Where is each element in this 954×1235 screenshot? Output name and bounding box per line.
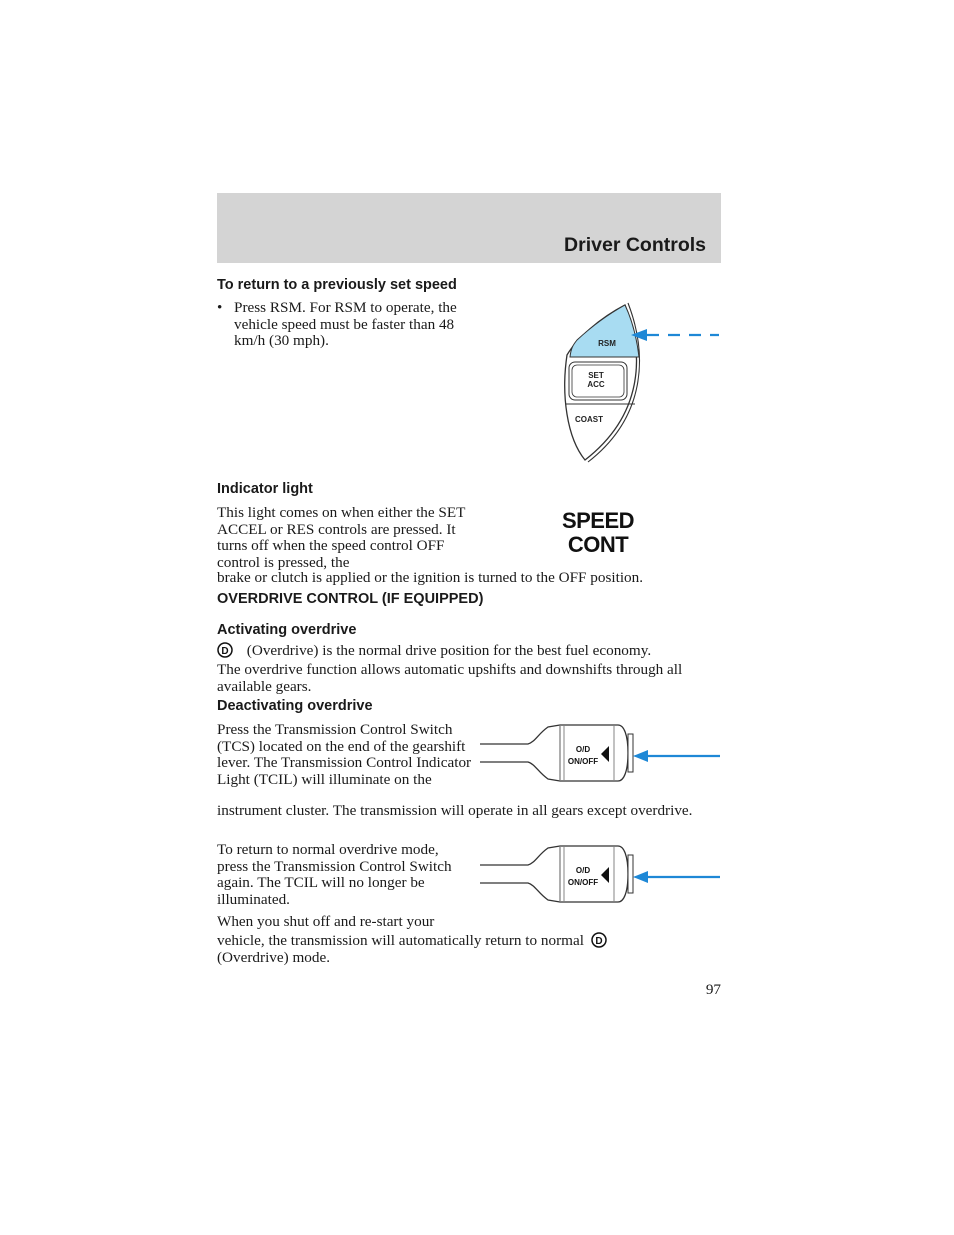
od-label: O/D <box>575 866 591 875</box>
coast-label: COAST <box>575 415 603 424</box>
return-paragraph: To return to normal overdrive mode, press the Transmission Control Switch again. The TCIL will no longer be illuminated. <box>217 841 452 908</box>
od-label: O/D <box>575 745 591 754</box>
speed-cont-line-1: SPEED <box>561 508 635 533</box>
gearshift-knob-diagram-2 <box>478 841 723 907</box>
section-title: Driver Controls <box>564 234 706 256</box>
onoff-label: ON/OFF <box>567 878 599 887</box>
activating-heading: Activating overdrive <box>217 622 357 638</box>
overdrive-d-icon <box>217 642 233 658</box>
overdrive-d-icon <box>591 932 607 948</box>
activating-line <box>217 642 727 660</box>
resume-bullet-text: Press RSM. For RSM to operate, the vehicle speed must be faster than 48 km/h (30 mph). <box>234 299 457 349</box>
onoff-label: ON/OFF <box>567 757 599 766</box>
set-label: SET <box>588 371 604 380</box>
pointer-arrow-head <box>633 750 648 762</box>
resume-bullet <box>217 300 467 350</box>
section-header-band <box>217 193 721 263</box>
rsm-label: RSM <box>598 339 616 348</box>
restart-line-1: When you shut off and re-start your <box>217 913 435 930</box>
overdrive-heading: OVERDRIVE CONTROL (IF EQUIPPED) <box>217 591 484 607</box>
indicator-text-wrapped: This light comes on when either the SET ACCEL or RES controls are pressed. It turns off when the speed control OFF control is pressed, the <box>217 504 466 571</box>
resume-heading: To return to a previously set speed <box>217 277 457 293</box>
knob-end-button <box>628 855 633 893</box>
bullet-dot: • <box>217 299 223 316</box>
knob-end-button <box>628 734 633 772</box>
page-number: 97 <box>705 981 721 998</box>
activating-paragraph: The overdrive function allows automatic upshifts and downshifts through all available gears. <box>217 661 683 695</box>
pointer-arrow-head <box>633 871 648 883</box>
d-glyph: D <box>595 936 603 947</box>
speed-control-switch-diagram <box>555 300 725 465</box>
activating-icon-text: (Overdrive) is the normal drive position for the best fuel economy. <box>246 642 652 659</box>
restart-line-2-text: vehicle, the transmission will automatically return to normal <box>217 932 584 949</box>
deactivating-heading: Deactivating overdrive <box>217 698 373 714</box>
indicator-text-full: brake or clutch is applied or the ignition is turned to the OFF position. <box>217 569 644 586</box>
deactivating-text-wrapped: Press the Transmission Control Switch (TCS) located on the end of the gearshift lever. The Transmission Control Indicator Light (TCIL) will illuminate on the <box>217 721 472 788</box>
deactivating-text-full: instrument cluster. The transmission will operate in all gears except overdrive. <box>217 802 693 819</box>
speed-cont-line-2: CONT <box>567 532 629 557</box>
speed-cont-indicator-icon <box>548 509 648 557</box>
restart-line-2 <box>217 932 607 950</box>
d-glyph: D <box>221 646 229 657</box>
acc-label: ACC <box>587 380 605 389</box>
restart-line-3: (Overdrive) mode. <box>217 949 331 966</box>
rsm-button <box>570 305 639 357</box>
indicator-heading: Indicator light <box>217 481 313 497</box>
gearshift-knob-diagram-1 <box>478 720 723 786</box>
